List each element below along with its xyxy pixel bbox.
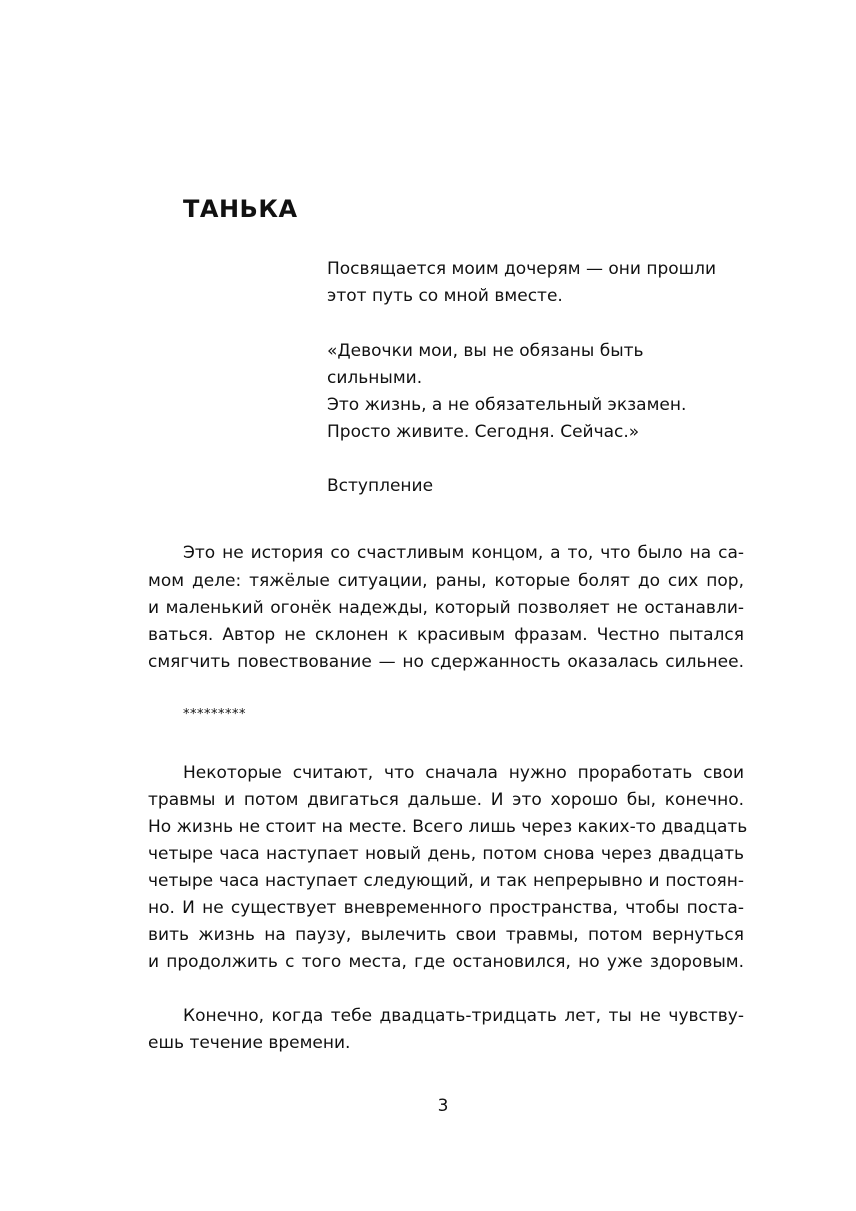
paragraph-1-line: ваться. Автор не склонен к красивым фразам. Честно пытался xyxy=(148,625,744,645)
paragraph-1-line: и маленький огонёк надежды, который позволяет не останавли- xyxy=(148,598,744,618)
paragraph-2-line: четыре часа наступает следующий, и так непрерывно и постоян- xyxy=(148,871,744,891)
chapter-title: ТАНЬКА xyxy=(183,195,298,223)
paragraph-3-line: Конечно, когда тебе двадцать-тридцать лет, ты не чувству- xyxy=(183,1006,744,1026)
quote-line: «Девочки мои, вы не обязаны быть xyxy=(327,341,644,361)
paragraph-2-line: вить жизнь на паузу, вылечить свои травмы, потом вернуться xyxy=(148,925,744,945)
intro-heading-text: Вступление xyxy=(327,476,434,496)
paragraph-2-line: травмы и потом двигаться дальше. И это хорошо бы, конечно. xyxy=(148,790,744,810)
quote-line: сильными. xyxy=(327,368,423,388)
dedication-line: этот путь со мной вместе. xyxy=(327,286,563,306)
paragraph-2-line: и продолжить с того места, где остановился, но уже здоровым. xyxy=(148,952,744,972)
paragraph-2-line: четыре часа наступает новый день, потом снова через двадцать xyxy=(148,844,744,864)
section-separator: ********* xyxy=(183,707,246,722)
paragraph-2-line: Некоторые считают, что сначала нужно проработать свои xyxy=(183,763,744,783)
paragraph-2-line: но. И не существует вневременного пространства, чтобы поста- xyxy=(148,898,744,918)
dedication xyxy=(327,256,767,310)
intro-heading xyxy=(327,473,767,500)
epigraph-quote xyxy=(327,338,767,446)
paragraph-1-line: Это не история со счастливым концом, а то, что было на са- xyxy=(183,543,744,563)
page-number: 3 xyxy=(437,1096,449,1116)
paragraph-1-line: мом деле: тяжёлые ситуации, раны, которые болят до сих пор, xyxy=(148,571,744,591)
quote-line: Просто живите. Сегодня. Сейчас.» xyxy=(327,422,640,442)
paragraph-1-line: смягчить повествование — но сдержанность оказалась сильнее. xyxy=(148,652,744,672)
paragraph-3-line: ешь течение времени. xyxy=(148,1033,351,1053)
paragraph-2-line: Но жизнь не стоит на месте. Всего лишь через каких-то двадцать xyxy=(148,817,748,837)
quote-line: Это жизнь, а не обязательный экзамен. xyxy=(327,395,687,415)
dedication-line: Посвящается моим дочерям — они прошли xyxy=(327,259,717,279)
